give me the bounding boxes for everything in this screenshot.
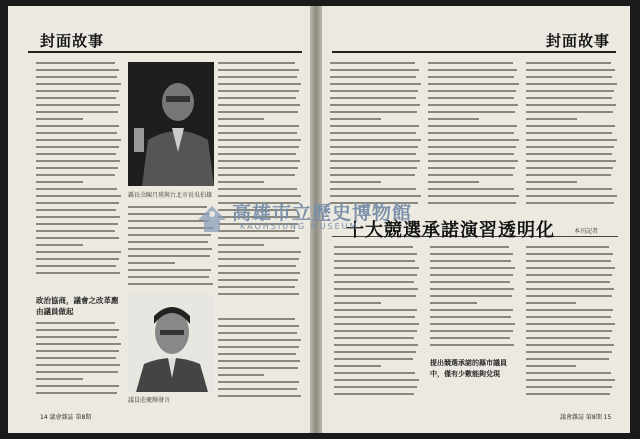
text-line	[36, 160, 120, 162]
text-line	[334, 344, 418, 346]
text-line	[334, 337, 414, 339]
text-line	[218, 374, 264, 376]
box-subhead: 提出競選承諾的縣市議員中，僅有少數能夠兌現	[430, 359, 507, 378]
text-line	[218, 76, 297, 78]
text-line	[334, 330, 417, 332]
right-header: 封面故事	[546, 32, 611, 50]
text-line	[218, 388, 297, 390]
text-line	[36, 132, 117, 134]
text-line	[36, 336, 117, 338]
text-line	[218, 265, 296, 267]
box-byline: 本刊記者	[574, 228, 599, 235]
left-column-text	[36, 62, 122, 280]
left-subhead: 政治協商，議會之改革應由議員做起	[36, 296, 119, 316]
text-line	[526, 111, 613, 113]
text-line	[36, 195, 121, 197]
text-line	[330, 174, 415, 176]
text-line	[36, 230, 115, 232]
text-line	[36, 146, 119, 148]
text-line	[218, 69, 299, 71]
text-line	[428, 132, 514, 134]
text-line	[218, 360, 300, 362]
text-line	[218, 332, 297, 334]
text-line	[526, 281, 610, 283]
text-line	[218, 279, 298, 281]
text-line	[330, 167, 417, 169]
text-line	[334, 358, 413, 360]
right-header-rule	[332, 51, 616, 53]
text-line	[36, 371, 118, 373]
text-line	[330, 146, 418, 148]
text-line	[218, 139, 301, 141]
text-line	[36, 90, 119, 92]
text-line	[526, 358, 609, 360]
text-line	[430, 288, 514, 290]
text-line	[218, 132, 297, 134]
text-line	[334, 281, 414, 283]
text-line	[218, 318, 295, 320]
text-line	[218, 146, 299, 148]
text-line	[526, 90, 614, 92]
text-line	[526, 167, 613, 169]
text-line	[526, 174, 611, 176]
text-line	[36, 181, 83, 183]
text-line	[218, 325, 299, 327]
text-line	[428, 125, 517, 127]
text-line	[526, 69, 615, 71]
text-line	[36, 76, 117, 78]
text-line	[36, 350, 119, 352]
text-line	[526, 372, 611, 374]
text-line	[430, 316, 511, 318]
text-line	[428, 202, 516, 204]
text-line	[218, 272, 300, 274]
text-line	[526, 97, 612, 99]
text-line	[428, 90, 516, 92]
left-footer: 14 議會雜誌 第8期	[40, 414, 92, 421]
text-line	[526, 160, 616, 162]
text-line	[526, 125, 615, 127]
text-line	[330, 118, 381, 120]
text-line	[526, 316, 611, 318]
text-line	[218, 97, 296, 99]
text-line	[128, 255, 210, 257]
text-line	[218, 381, 299, 383]
text-line	[526, 337, 610, 339]
text-line	[428, 139, 519, 141]
text-line	[36, 329, 119, 331]
text-line	[334, 253, 417, 255]
text-line	[330, 111, 417, 113]
text-line	[428, 118, 479, 120]
text-line	[526, 246, 609, 248]
text-line	[428, 83, 519, 85]
text-line	[330, 62, 415, 64]
text-line	[334, 302, 381, 304]
text-line	[526, 365, 576, 367]
right-col1-text	[330, 62, 422, 212]
text-line	[128, 241, 208, 243]
text-line	[128, 269, 211, 271]
text-line	[330, 97, 416, 99]
text-line	[526, 146, 614, 148]
text-line	[218, 125, 299, 127]
text-line	[526, 295, 612, 297]
text-line	[428, 174, 513, 176]
left-header-rule	[28, 51, 302, 53]
text-line	[526, 118, 577, 120]
text-line	[36, 125, 119, 127]
text-line	[334, 316, 415, 318]
text-line	[36, 69, 119, 71]
text-line	[526, 260, 611, 262]
text-line	[334, 386, 417, 388]
text-line	[430, 246, 509, 248]
text-line	[36, 188, 117, 190]
text-line	[526, 202, 614, 204]
text-line	[330, 188, 416, 190]
text-line	[526, 393, 610, 395]
text-line	[526, 62, 611, 64]
text-line	[430, 330, 513, 332]
text-line	[218, 104, 300, 106]
text-line	[36, 343, 121, 345]
text-line	[218, 293, 299, 295]
text-line	[36, 118, 83, 120]
text-line	[334, 309, 417, 311]
text-line	[526, 153, 612, 155]
text-line	[428, 181, 479, 183]
photo-councilor-caption: 議員莊慶輝發言	[128, 397, 171, 404]
text-line	[36, 153, 116, 155]
text-line	[428, 97, 514, 99]
text-line	[430, 323, 515, 325]
text-line	[526, 139, 617, 141]
text-line	[36, 167, 118, 169]
text-line	[430, 281, 510, 283]
text-line	[430, 337, 510, 339]
right-footer: 議會雜誌 第8期 15	[560, 414, 612, 421]
box-col3-text	[526, 246, 616, 404]
right-column-text	[218, 62, 302, 300]
text-line	[218, 367, 298, 369]
text-line	[430, 302, 477, 304]
text-line	[334, 379, 419, 381]
text-line	[428, 167, 515, 169]
text-line	[330, 125, 419, 127]
text-line	[428, 62, 513, 64]
left-header: 封面故事	[40, 32, 105, 50]
text-line	[218, 339, 301, 341]
text-line	[36, 392, 117, 394]
text-line	[128, 262, 175, 264]
text-line	[128, 283, 213, 285]
text-line	[334, 260, 415, 262]
text-line	[526, 195, 617, 197]
text-line	[36, 97, 116, 99]
text-line	[526, 181, 577, 183]
text-line	[218, 153, 296, 155]
text-line	[218, 160, 300, 162]
text-line	[526, 188, 612, 190]
text-line	[36, 385, 119, 387]
text-line	[36, 364, 120, 366]
text-line	[526, 302, 576, 304]
text-line	[428, 195, 519, 197]
text-line	[526, 76, 612, 78]
text-line	[218, 353, 296, 355]
text-line	[218, 83, 301, 85]
left-lower-text	[36, 322, 122, 404]
photo-official	[128, 62, 214, 186]
text-line	[526, 309, 613, 311]
text-line	[430, 274, 513, 276]
text-line	[36, 62, 115, 64]
text-line	[36, 104, 120, 106]
text-line	[36, 111, 118, 113]
text-line	[330, 132, 416, 134]
text-line	[428, 69, 517, 71]
text-line	[218, 346, 299, 348]
text-line	[334, 288, 418, 290]
text-line	[218, 118, 264, 120]
text-line	[218, 188, 297, 190]
text-line	[430, 267, 515, 269]
text-line	[36, 244, 83, 246]
box-col2-text	[430, 246, 516, 354]
text-line	[36, 357, 116, 359]
right-col2-text	[428, 62, 520, 212]
text-line	[330, 76, 416, 78]
text-line	[526, 83, 617, 85]
text-line	[430, 309, 513, 311]
text-line	[36, 322, 115, 324]
text-line	[428, 111, 515, 113]
right-col3-text	[526, 62, 618, 212]
text-line	[36, 223, 118, 225]
text-line	[128, 248, 212, 250]
text-line	[526, 104, 616, 106]
text-line	[218, 244, 264, 246]
text-line	[526, 274, 612, 276]
text-line	[334, 393, 414, 395]
text-line	[430, 253, 513, 255]
text-line	[218, 258, 299, 260]
box-col1-text	[334, 246, 420, 404]
text-line	[218, 181, 264, 183]
text-line	[128, 276, 209, 278]
text-line	[36, 139, 121, 141]
text-line	[526, 253, 613, 255]
text-line	[36, 174, 115, 176]
text-line	[334, 246, 413, 248]
text-line	[428, 146, 516, 148]
text-line	[428, 160, 518, 162]
text-line	[36, 209, 116, 211]
text-line	[330, 153, 416, 155]
text-line	[218, 111, 298, 113]
text-line	[218, 167, 298, 169]
text-line	[330, 69, 419, 71]
text-line	[526, 386, 612, 388]
text-line	[526, 288, 614, 290]
text-line	[218, 90, 299, 92]
text-line	[218, 395, 301, 397]
text-line	[36, 251, 121, 253]
text-line	[218, 237, 299, 239]
text-line	[430, 260, 511, 262]
photo-official-image	[128, 62, 214, 186]
text-line	[218, 62, 295, 64]
text-line	[526, 323, 615, 325]
photo-councilor	[128, 294, 214, 392]
text-line	[36, 378, 83, 380]
text-line	[218, 174, 295, 176]
photo-official-caption: 縣長余陳月瑛與台北市長吳伯雄	[128, 192, 213, 199]
text-line	[330, 83, 421, 85]
text-line	[330, 160, 420, 162]
text-line	[428, 76, 514, 78]
watermark-text: 高雄市立歷史博物館	[232, 202, 413, 224]
text-line	[218, 286, 295, 288]
text-line	[36, 202, 119, 204]
box-title: 十大競選承諾演習透明化	[346, 220, 555, 241]
text-line	[334, 267, 419, 269]
text-line	[334, 365, 381, 367]
text-line	[36, 83, 121, 85]
text-line	[334, 295, 416, 297]
text-line	[430, 295, 512, 297]
text-line	[428, 188, 514, 190]
text-line	[526, 132, 612, 134]
text-line	[526, 379, 615, 381]
text-line	[330, 139, 421, 141]
text-line	[330, 104, 420, 106]
text-line	[36, 216, 120, 218]
text-line	[430, 344, 514, 346]
text-line	[330, 181, 381, 183]
text-line	[526, 344, 614, 346]
photo-councilor-image	[128, 294, 214, 392]
text-line	[526, 330, 612, 332]
text-line	[36, 237, 119, 239]
text-line	[218, 251, 301, 253]
text-line	[334, 351, 416, 353]
text-line	[526, 351, 612, 353]
text-line	[36, 272, 120, 274]
text-line	[334, 372, 415, 374]
right-lower-text	[218, 318, 302, 404]
text-line	[526, 267, 615, 269]
text-line	[428, 153, 514, 155]
watermark-subtext: KAOHSIUNG MUSEUM	[240, 222, 359, 231]
text-line	[36, 258, 119, 260]
text-line	[334, 274, 417, 276]
text-line	[334, 323, 419, 325]
text-line	[330, 90, 418, 92]
text-line	[36, 265, 116, 267]
text-line	[428, 104, 518, 106]
